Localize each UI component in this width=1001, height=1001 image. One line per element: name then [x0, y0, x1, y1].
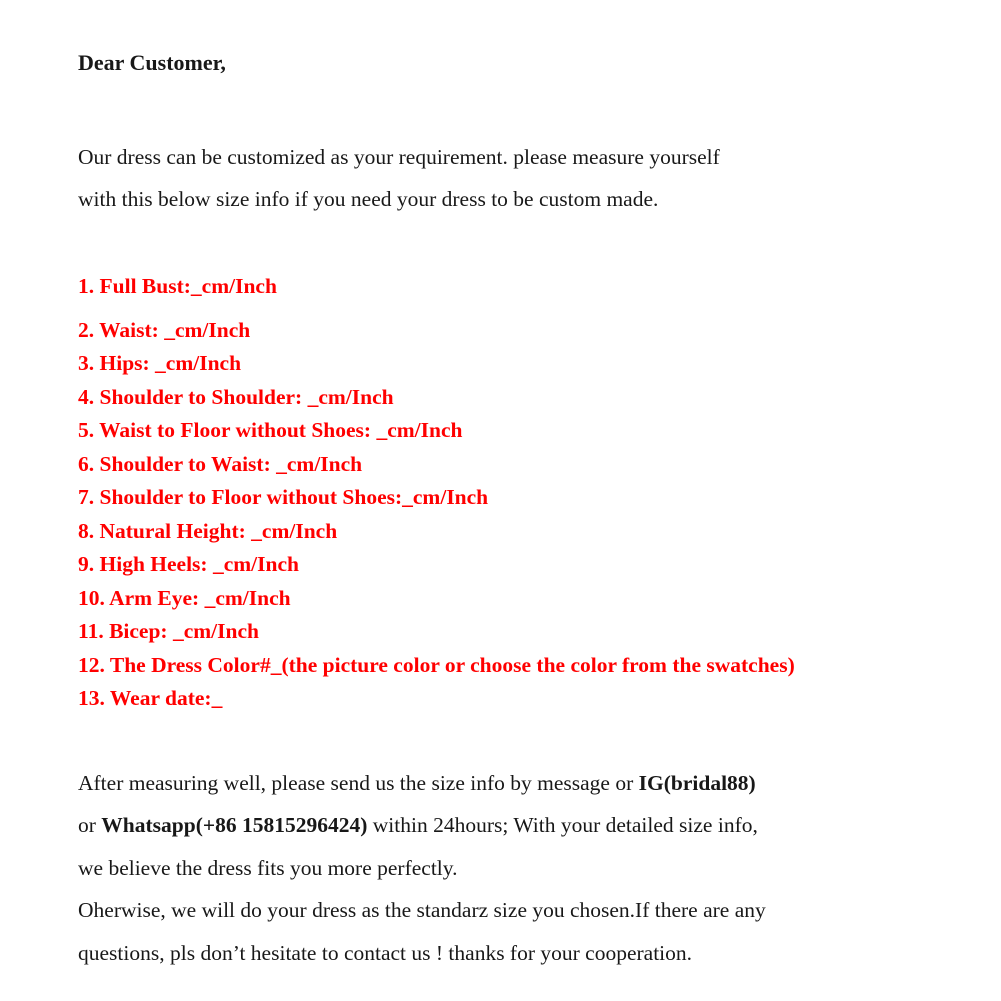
outro-line-3: we believe the dress fits you more perfectly.	[78, 855, 458, 880]
instagram-contact: IG(bridal88)	[638, 770, 756, 795]
measurement-item-natural-height: 8. Natural Height: _cm/Inch	[78, 518, 338, 543]
measurement-item-shoulder-to-shoulder: 4. Shoulder to Shoulder: _cm/Inch	[78, 384, 394, 409]
outro-line-2-text: or	[78, 813, 102, 837]
measurement-item-waist: 2. Waist: _cm/Inch	[78, 317, 251, 342]
measurement-item-waist-to-floor: 5. Waist to Floor without Shoes: _cm/Inch	[78, 418, 463, 442]
outro-line-2-rest: within 24hours; With your detailed size info,	[367, 813, 758, 837]
measurement-item-wear-date: 13. Wear date:_	[78, 686, 223, 710]
outro-line-2	[78, 804, 961, 847]
measurement-item-dress-color: 12. The Dress Color#_(the picture color or choose the color from the swatches)	[78, 652, 795, 677]
measurement-item-bicep: 11. Bicep: _cm/Inch	[78, 619, 259, 643]
measurement-item-high-heels: 9. High Heels: _cm/Inch	[78, 552, 299, 576]
whatsapp-contact: Whatsapp(+86 15815296424)	[101, 813, 368, 837]
intro-paragraph	[78, 136, 961, 220]
intro-line-1: Our dress can be customized as your requirement. please measure yourself	[78, 145, 720, 169]
outro-line-1-text: After measuring well, please send us the size info by message or	[78, 770, 639, 795]
greeting-heading: Dear Customer,	[78, 50, 226, 75]
intro-line-2: with this below size info if you need your dress to be custom made.	[78, 187, 659, 211]
measurement-item-hips: 3. Hips: _cm/Inch	[78, 351, 242, 375]
measurement-item-shoulder-to-floor: 7. Shoulder to Floor without Shoes:_cm/Inch	[78, 485, 489, 509]
outro-line-1	[78, 762, 961, 805]
outro-line-5: questions, pls don’t hesitate to contact us ! thanks for your cooperation.	[78, 940, 693, 965]
outro-paragraph	[78, 762, 961, 975]
measurement-list	[78, 270, 961, 716]
measurement-item-shoulder-to-waist: 6. Shoulder to Waist: _cm/Inch	[78, 451, 363, 476]
outro-line-4: Oherwise, we will do your dress as the standarz size you chosen.If there are any	[78, 898, 766, 922]
measurement-item-arm-eye: 10. Arm Eye: _cm/Inch	[78, 585, 291, 610]
measurement-item-full-bust: 1. Full Bust:_cm/Inch	[78, 274, 277, 298]
